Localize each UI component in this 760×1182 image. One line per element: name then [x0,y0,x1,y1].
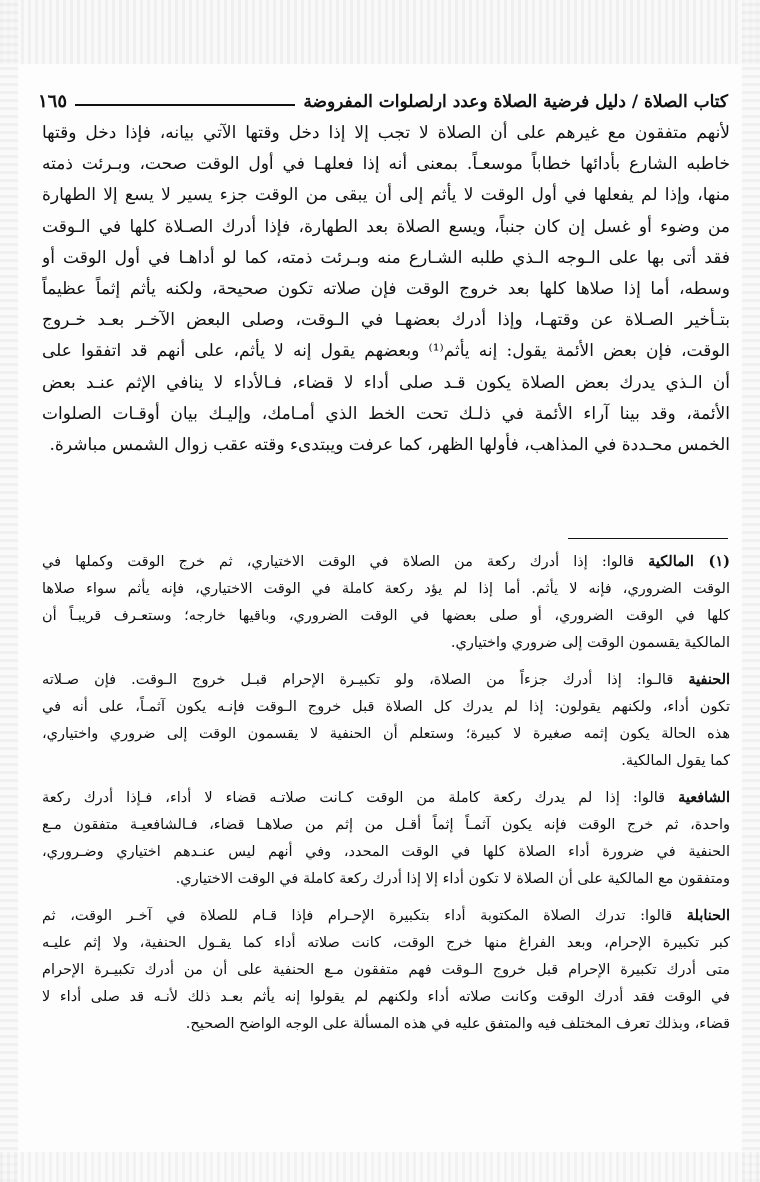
footnote-shafii [42,784,730,893]
page-edge-bottom [0,1152,760,1182]
footnote-line: تكون أداء، ولكنهم يقولون: إذا لم يدرك كل الصلاة قبل خروج الـوقت فإنـه يكون آثمـاً، على أنه في [42,699,730,715]
footnotes [42,548,730,1047]
footnote-hanafi [42,666,730,775]
footnote-line: ومتفقون مع المالكية على أن الصلاة لا تكون أداء إلا إذا أدرك ركعة كاملة في الوقت الاختياري. [175,871,730,887]
main-line: أن الـذي يدرك بعض الصلاة يكون قـد صلى أداء لا قضاء، فـالأداء لا ينافي الإثم عنـد بعض [42,372,730,393]
footnote-line: الحنفية قالـوا: إذا أدرك جزءاً من الصلاة، ولو تكبيـرة الإحرام قبـل خروج الـوقت. فإن صـلاته [42,671,730,688]
page-edge-right [742,0,760,1182]
footnote-head: (١) المالكية [648,553,730,570]
footnote-head: الشافعية [678,789,730,806]
main-line: فقد أتى بها على الـوجه الـذي طلبه الشـارع منه وبـرئت ذمته، كما لو أداهـا في أول الوقت أو [42,247,730,268]
main-line: بتـأخير الصـلاة عن وقتهـا، وإذا أدرك بعضهـا في الـوقت، وصلى البعض الآخـر بعـد خـروج [42,310,730,331]
page-edge-top [0,0,760,64]
footnote-head: الحنابلة [686,907,730,924]
header-rule [75,104,295,106]
footnote-separator [568,538,728,539]
main-text [42,118,730,461]
footnote-line: متى أدرك تكبيرة الإحرام قبل خروج الـوقت فهم متفقون مـع الحنفية على أن من أدرك تكبيـرة الإحرام [42,962,730,978]
running-header [38,78,728,112]
main-line: من وضوء أو غسل إن كان جنباً، ويسع الصلاة بعد الطهارة، فإذا أدرك الصـلاة كلها في الـوقت [42,216,730,237]
main-line: الوقت، فإن بعض الأئمة يقول: إنه يأثم⁽¹⁾ وبعضهم يقول إنه لا يأثم، على أنهم قد اتفقوا على [42,341,730,362]
footnote-head: الحنفية [688,671,730,688]
footnote-line: المالكية يقسمون الوقت إلى ضروري واختياري. [450,635,730,651]
footnote-maliki [42,548,730,657]
header-title: كتاب الصلاة / دليل فرضية الصلاة وعدد ارلصلوات المفروضة [303,92,728,112]
footnote-line: الشافعية قالوا: إذا لم يدرك ركعة كاملة من الوقت كـانت صلاتـه قضاء لا أداء، فـإذا أدرك ركعة [42,789,730,806]
main-line: خاطبه الشارع بأدائها خطاباً موسعـاً. بمعنى أنه إذا فعلهـا في أول الوقت صحت، وبـرئت ذمته [42,154,730,175]
footnote-line: هذه الحالة يكون إثمه صغيرة لا كبيرة؛ وستعلم أن الحنفية لا يقسمون الوقت إلى ضروري واختياري، [42,726,730,742]
footnote-line: واحدة، ثم خرج الوقت فإنه يكون آثمـاً إثماً أقـل من إثم من صلاهـا قضاء، فـالشافعيـة متفقون مـع [42,817,730,833]
main-line: وسطه، أما إذا صلاها كلها بعد خروج الوقت فإن صلاته تكون صحيحة، ولكنه يأثم إثماً عظيماً [42,279,730,300]
footnote-line: قضاء، وبذلك تعرف المختلف فيه والمتفق عليه في هذه المسألة على الوجه الواضح الصحيح. [185,1016,730,1032]
footnote-hanbali [42,902,730,1038]
page-number: ١٦٥ [38,91,68,112]
footnote-line: الحنابلة قالوا: تدرك الصلاة المكتوبة أداء بتكبيرة الإحـرام فإذا قـام للصلاة في آخـر الوقت، ثم [42,907,730,924]
footnote-line: كلها في الوقت الضروري، أو صلى بعضها في الوقت الضروري، وباقيها خارجه؛ وستعـرف قريبـاً أن [42,608,730,624]
footnote-line: كما يقول المالكية. [621,753,730,769]
footnote-line: (١) المالكية قالوا: إذا أدرك ركعة من الصلاة في الوقت الاختياري، ثم خرج الوقت وكملها في [42,553,730,570]
main-line: الأئمة، وقد بينا آراء الأئمة في ذلـك تحت الخط الذي أمـامك، وإليـك بيان أوقـات الصلوات [42,403,730,424]
footnote-line: الوقت الضروري، فإنه لا يأثم. أما إذا لم يؤد ركعة كاملة في الوقت الاختياري، فإنه يأثم سواء صلاها [42,581,730,597]
main-line: لأنهم متفقون مع غيرهم على أن الصلاة لا تجب إلا إذا دخل وقتها الآتي بيانه، فإذا دخل وقتها [42,123,730,143]
page-edge-left [0,0,18,1182]
footnote-line: كبر تكبيرة الإحرام، وبعد الفراغ منها خرج الوقت، كانت صلاته أداء كما يقـول الحنفية، ولا إثم عليـه [42,935,730,951]
main-line: الخمس محـددة في المذاهب، فأولها الظهر، كما عرفت ويبتدىء وقته عقب زوال الشمس مباشرة. [49,435,730,456]
main-line: منها، وإذا لم يفعلها في أول الوقت لا يأثم إلى أن يبقى من الوقت جزء يسير لا يسع إلا الطهارة [42,185,730,206]
footnote-line: في الوقت فقد أدرك الوقت وكانت صلاته أداء ولكنهم لم يقولوا إنه يأثم بعـد ذلك لأنـه قد صلى أداء لا [42,989,730,1005]
footnote-line: الحنفية في ضرورة أداء الصلاة كلها في الوقت المحدد، وفي أنهم ليس عنـدهم اختياري وضـروري، [42,844,730,860]
